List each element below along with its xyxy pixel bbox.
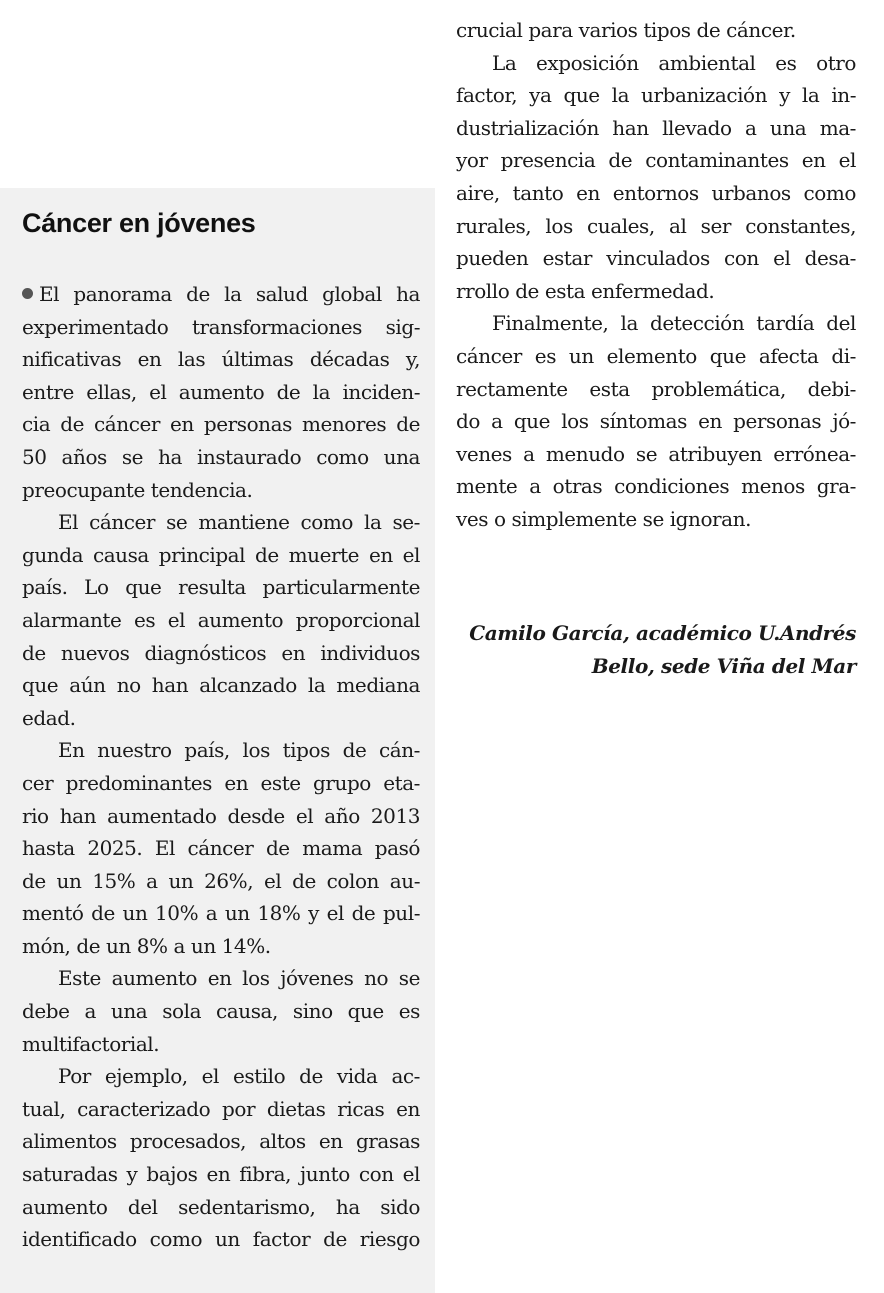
text-line: yor presencia de contaminantes en el [456, 148, 856, 173]
text-line: El cáncer se mantiene como la se- [58, 510, 420, 535]
text-line: nificativas en las últimas décadas y, [22, 347, 420, 372]
text-line: alimentos procesados, altos en grasas [22, 1129, 420, 1154]
text-line: aire, tanto en entornos urbanos como [456, 180, 856, 205]
text-line: rrollo de esta enfermedad. [456, 278, 715, 303]
text-line: rectamente esta problemática, debi- [456, 376, 856, 401]
text-line: entre ellas, el aumento de la inciden- [22, 379, 420, 404]
text-line: factor, ya que la urbanización y la in- [456, 83, 856, 108]
text-line: cáncer es un elemento que afecta di- [456, 343, 856, 368]
text-line: país. Lo que resulta particularmente [22, 575, 420, 600]
text-line: identificado como un factor de riesgo [22, 1227, 420, 1252]
text-line: dustrialización han llevado a una ma- [456, 115, 856, 140]
text-line: cer predominantes en este grupo eta- [22, 770, 420, 795]
text-line: debe a una sola causa, sino que es [22, 999, 420, 1024]
text-line: cia de cáncer en personas menores de [22, 412, 420, 437]
text-line: En nuestro país, los tipos de cán- [58, 738, 420, 763]
text-line: crucial para varios tipos de cáncer. [456, 18, 796, 42]
text-line: Este aumento en los jóvenes no se [58, 966, 420, 991]
text-line: gunda causa principal de muerte en el [22, 542, 420, 567]
text-line: preocupante tendencia. [22, 477, 253, 502]
text-line: saturadas y bajos en fibra, junto con el [22, 1162, 420, 1187]
paragraph [22, 506, 420, 734]
byline-line: Bello, sede Viña del Mar [591, 653, 856, 678]
text-line: tual, caracterizado por dietas ricas en [22, 1096, 420, 1121]
text-line: do a que los síntomas en personas jó- [456, 409, 856, 434]
paragraph [456, 307, 856, 535]
text-line: experimentado transformaciones sig- [22, 314, 420, 339]
text-line: rio han aumentado desde el año 2013 [22, 803, 420, 828]
text-line: venes a menudo se atribuyen erróneа- [456, 441, 856, 466]
paragraph [22, 962, 420, 1060]
paragraph [22, 1060, 420, 1256]
text-line: edad. [22, 705, 76, 730]
text-line: món, de un 8% a un 14%. [22, 933, 271, 958]
text-line: que aún no han alcanzado la mediana [22, 673, 420, 698]
article-headline: Cáncer en jóvenes [22, 208, 256, 238]
paragraph [456, 47, 856, 308]
text-line: rurales, los cuales, al ser constantes, [456, 213, 856, 238]
paragraph [456, 14, 856, 47]
text-line: 50 años se ha instaurado como una [22, 444, 420, 469]
right-column [456, 14, 856, 536]
text-line: Finalmente, la detección tardía del [492, 311, 856, 336]
text-line: mentó de un 10% a un 18% y el de pul- [22, 901, 420, 926]
text-line: alarmante es el aumento proporcional [22, 607, 420, 632]
paragraph [22, 734, 420, 962]
text-line: multifactorial. [22, 1031, 160, 1056]
byline-line: Camilo García, académico U.Andrés [469, 621, 856, 645]
text-line: pueden estar vinculados con el desa- [456, 246, 856, 271]
text-line: El panorama de la salud global ha [39, 282, 420, 306]
text-line: hasta 2025. El cáncer de mama pasó [22, 836, 420, 861]
paragraph [22, 278, 420, 506]
text-line: de nuevos diagnósticos en individuos [22, 640, 420, 665]
left-column [22, 278, 420, 1256]
text-line: de un 15% a un 26%, el de colon au- [22, 868, 420, 893]
text-line: aumento del sedentarismo, ha sido [22, 1194, 420, 1219]
author-byline [469, 617, 856, 682]
bullet-icon [22, 288, 33, 299]
text-line: mente a otras condiciones menos gra- [456, 474, 856, 499]
text-line: La exposición ambiental es otro [492, 50, 856, 75]
text-line: ves o simplemente se ignoran. [456, 506, 751, 531]
text-line: Por ejemplo, el estilo de vida ac- [58, 1064, 420, 1089]
